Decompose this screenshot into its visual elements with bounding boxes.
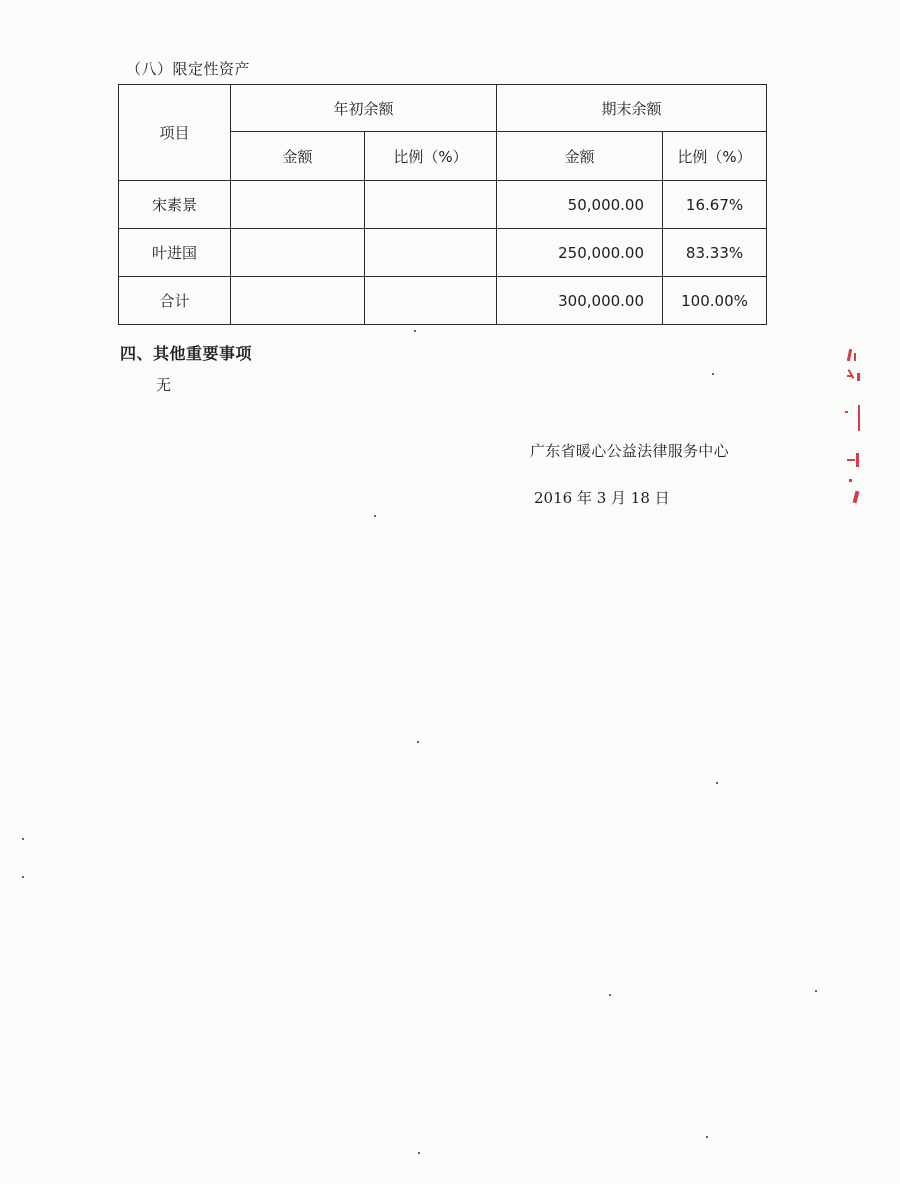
scan-speck	[815, 990, 817, 992]
header-item: 项目	[119, 85, 231, 181]
table-row	[119, 277, 767, 325]
row-end-amount: 50,000.00	[497, 181, 663, 229]
row-begin-amount	[231, 229, 365, 277]
header-begin-amount: 金额	[231, 132, 365, 181]
row-end-ratio: 16.67%	[663, 181, 767, 229]
scan-speck	[22, 876, 24, 878]
row-end-ratio: 83.33%	[663, 229, 767, 277]
header-end-amount: 金额	[497, 132, 663, 181]
row-begin-amount	[231, 181, 365, 229]
scan-speck	[22, 838, 24, 840]
scan-speck	[706, 1136, 708, 1138]
header-end-ratio: 比例（%）	[663, 132, 767, 181]
scan-speck	[716, 782, 718, 784]
section-title: （八）限定性资产	[126, 60, 251, 78]
scan-speck	[609, 994, 611, 996]
restricted-assets-table	[118, 84, 767, 325]
scan-speck	[418, 1152, 420, 1154]
header-begin-ratio: 比例（%）	[365, 132, 497, 181]
header-begin-balance: 年初余额	[231, 85, 497, 132]
row-name: 宋素景	[119, 181, 231, 229]
organization-signature: 广东省暖心公益法律服务中心	[530, 442, 729, 460]
seal-stamp-icon	[838, 345, 864, 515]
other-matters-content: 无	[156, 376, 172, 394]
row-name: 合计	[119, 277, 231, 325]
table-row	[119, 181, 767, 229]
header-end-balance: 期末余额	[497, 85, 767, 132]
other-matters-heading: 四、其他重要事项	[120, 344, 253, 363]
row-begin-ratio	[365, 181, 497, 229]
scan-speck	[414, 330, 416, 332]
scan-speck	[712, 373, 714, 375]
row-begin-ratio	[365, 277, 497, 325]
table-row	[119, 229, 767, 277]
row-end-amount: 250,000.00	[497, 229, 663, 277]
row-end-ratio: 100.00%	[663, 277, 767, 325]
scan-speck	[417, 741, 419, 743]
signature-date: 2016 年 3 月 18 日	[534, 489, 670, 507]
row-name: 叶进国	[119, 229, 231, 277]
row-begin-amount	[231, 277, 365, 325]
scan-speck	[374, 515, 376, 517]
row-end-amount: 300,000.00	[497, 277, 663, 325]
row-begin-ratio	[365, 229, 497, 277]
